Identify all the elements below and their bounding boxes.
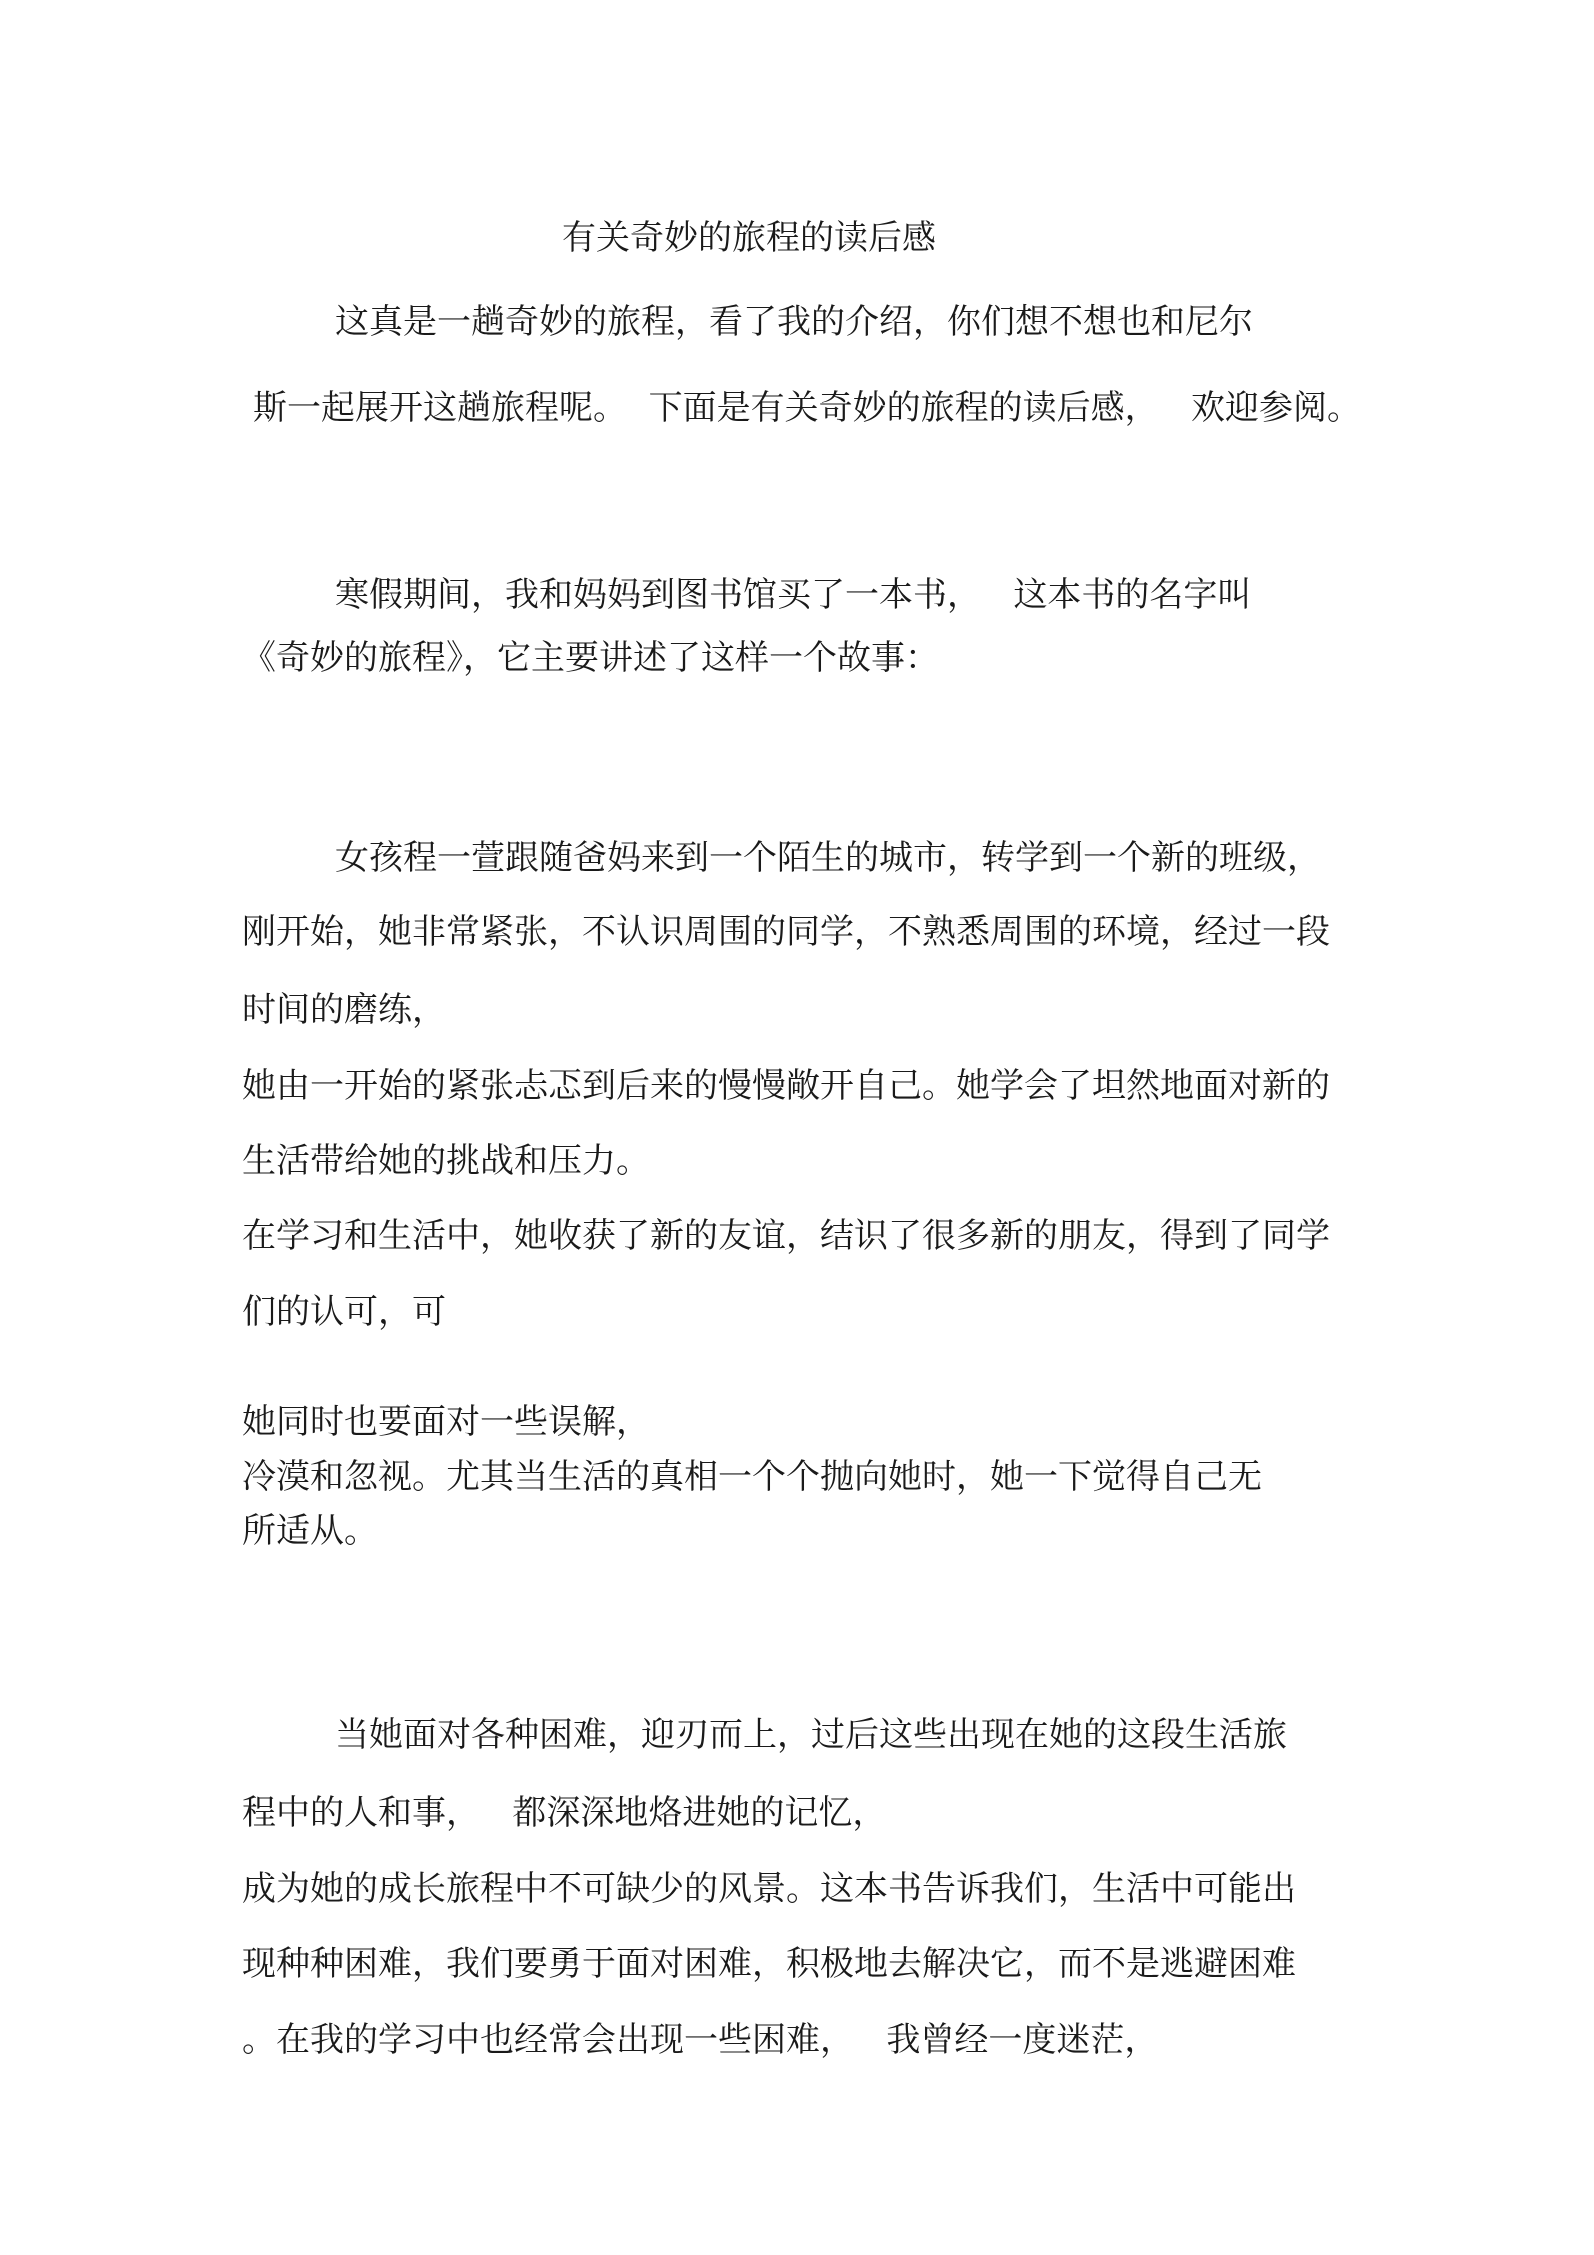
document-title: 有关奇妙的旅程的读后感 (562, 218, 936, 258)
paragraph2-line-8: 她同时也要面对一些误解， (242, 1402, 650, 1442)
paragraph1-line-1: 寒假期间，我和妈妈到图书馆买了一本书， 这本书的名字叫 (335, 575, 1252, 615)
paragraph2-line-2: 刚开始，她非常紧张，不认识周围的同学，不熟悉周围的环境，经过一段 (242, 912, 1330, 952)
paragraph3-line-2: 程中的人和事， 都深深地烙进她的记忆， (242, 1793, 887, 1833)
paragraph2-line-9: 冷漠和忽视。尤其当生活的真相一个个抛向她时，她一下觉得自己无 (242, 1457, 1262, 1497)
paragraph3-line-3: 成为她的成长旅程中不可缺少的风景。这本书告诉我们，生活中可能出 (242, 1869, 1296, 1909)
paragraph3-line-1: 当她面对各种困难，迎刃而上，过后这些出现在她的这段生活旅 (335, 1715, 1287, 1755)
paragraph2-line-1: 女孩程一萱跟随爸妈来到一个陌生的城市，转学到一个新的班级， (335, 838, 1321, 878)
paragraph2-line-6: 在学习和生活中，她收获了新的友谊，结识了很多新的朋友，得到了同学 (242, 1216, 1330, 1256)
paragraph3-line-5: 。在我的学习中也经常会出现一些困难， 我曾经一度迷茫， (242, 2020, 1159, 2060)
intro-line-1: 这真是一趟奇妙的旅程，看了我的介绍，你们想不想也和尼尔 (335, 302, 1253, 342)
paragraph2-line-4: 她由一开始的紧张忐忑到后来的慢慢敞开自己。她学会了坦然地面对新的 (242, 1066, 1330, 1106)
paragraph2-line-7: 们的认可，可 (242, 1292, 446, 1332)
intro-line-2: 斯一起展开这趟旅程呢。 下面是有关奇妙的旅程的读后感， 欢迎参阅。 (253, 388, 1362, 428)
paragraph2-line-10: 所适从。 (242, 1511, 378, 1551)
paragraph2-line-5: 生活带给她的挑战和压力。 (242, 1141, 650, 1181)
paragraph3-line-4: 现种种困难，我们要勇于面对困难，积极地去解决它，而不是逃避困难 (242, 1944, 1296, 1984)
paragraph2-line-3: 时间的磨练， (242, 990, 446, 1030)
paragraph1-line-2: 《奇妙的旅程》，它主要讲述了这样一个故事： (242, 638, 939, 678)
